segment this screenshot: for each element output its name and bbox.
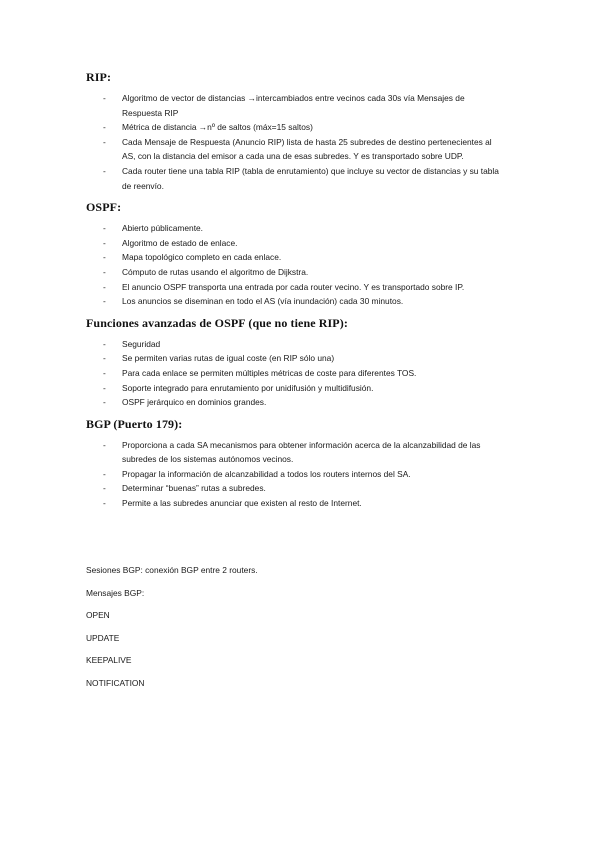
bullet-dash: - [103,296,106,307]
bullet-dash: - [103,338,106,349]
list-item [86,265,506,280]
list-item [86,351,506,366]
list-item [86,135,506,164]
bullet-dash: - [103,93,106,103]
bullet-dash: - [103,252,106,263]
list-item [86,120,506,135]
bullet-dash: - [103,165,106,176]
list-item [86,91,506,120]
ospf-list [86,221,506,309]
list-item-text: Algoritmo de estado de enlace. [122,237,238,248]
list-item-text: Proporciona a cada SA mecanismos para obtener información acerca de la alcanzabilidad de las subredes de los sistemas autónomos vecinos. [122,439,481,465]
list-item-text: Cada Mensaje de Respuesta (Anuncio RIP) lista de hasta 25 subredes de destino pertenecientes al AS, con la distancia del emisor a cada una de esas subredes. Y es transportado sobre UDP. [122,136,492,162]
list-item-text: OSPF jerárquico en dominios grandes. [122,397,267,408]
list-item-text: Los anuncios se diseminan en todo el AS (vía inundación) cada 30 minutos. [122,296,404,307]
bullet-dash: - [103,237,106,248]
list-item-text: Seguridad [122,338,161,349]
section-bgp [86,416,506,511]
rip-list [86,91,506,193]
section-heading-bgp: BGP (Puerto 179): [86,416,183,431]
list-item-text: Abierto públicamente. [122,223,204,234]
bullet-dash: - [103,136,106,147]
list-item [86,236,506,251]
list-item-text: Propagar la información de alcanzabilidad a todos los routers internos del SA. [122,468,411,479]
bgp-message-update: UPDATE [86,633,120,643]
list-item [86,438,506,467]
bullet-dash: - [103,281,106,292]
bgp-message-notification: NOTIFICATION [86,678,145,688]
list-item [86,481,506,496]
section-ospf-advanced [86,315,506,410]
bgp-message-keepalive: KEEPALIVE [86,655,132,665]
section-heading-ospf: OSPF: [86,200,122,215]
section-heading-ospf-advanced: Funciones avanzadas de OSPF (que no tiene RIP): [86,315,348,330]
list-item [86,467,506,482]
list-item-text: Determinar “buenas” rutas a subredes. [122,483,266,494]
list-item [86,366,506,381]
bgp-list [86,438,506,511]
list-item [86,221,506,236]
bullet-dash: - [103,266,106,277]
list-item-text: Soporte integrado para enrutamiento por unidifusión y multidifusión. [122,382,374,393]
list-item-text: Cómputo de rutas usando el algoritmo de Dijkstra. [122,266,309,277]
bullet-dash: - [103,382,106,393]
list-item [86,280,506,295]
bullet-dash: - [103,223,106,234]
list-item-text: Se permiten varias rutas de igual coste (en RIP sólo una) [122,353,335,364]
ospf-advanced-list [86,337,506,410]
list-item [86,294,506,309]
bgp-messages-label: Mensajes BGP: [86,588,145,598]
list-item [86,164,506,193]
bgp-sessions-text: Sesiones BGP: conexión BGP entre 2 routers. [86,565,258,575]
bullet-dash: - [103,397,106,408]
list-item [86,381,506,396]
bullet-dash: - [103,468,106,479]
section-heading-rip: RIP: [86,70,112,84]
bgp-message-open: OPEN [86,610,110,620]
document-body [86,69,506,517]
list-item-text: Métrica de distancia →nº de saltos (máx=15 saltos) [122,122,313,133]
list-item-text: Mapa topológico completo en cada enlace. [122,252,282,263]
section-rip [86,69,506,193]
bullet-dash: - [103,439,106,450]
bullet-dash: - [103,483,106,494]
list-item-text: Cada router tiene una tabla RIP (tabla de enrutamiento) que incluye su vector de distancias y su tabla de reenvío. [122,165,499,191]
list-item-text: Algoritmo de vector de distancias →intercambiados entre vecinos cada 30s vía Mensajes de Respuesta RIP [122,93,465,118]
list-item [86,496,506,511]
list-item [86,395,506,410]
list-item [86,250,506,265]
list-item-text: El anuncio OSPF transporta una entrada por cada router vecino. Y es transportado sobre IP. [122,281,465,292]
bullet-dash: - [103,122,106,133]
bullet-dash: - [103,498,106,509]
list-item [86,337,506,352]
section-ospf [86,199,506,309]
list-item-text: Permite a las subredes anunciar que existen al resto de Internet. [122,498,362,509]
bullet-dash: - [103,353,106,364]
bullet-dash: - [103,367,106,378]
list-item-text: Para cada enlace se permiten múltiples métricas de coste para diferentes TOS. [122,367,417,378]
